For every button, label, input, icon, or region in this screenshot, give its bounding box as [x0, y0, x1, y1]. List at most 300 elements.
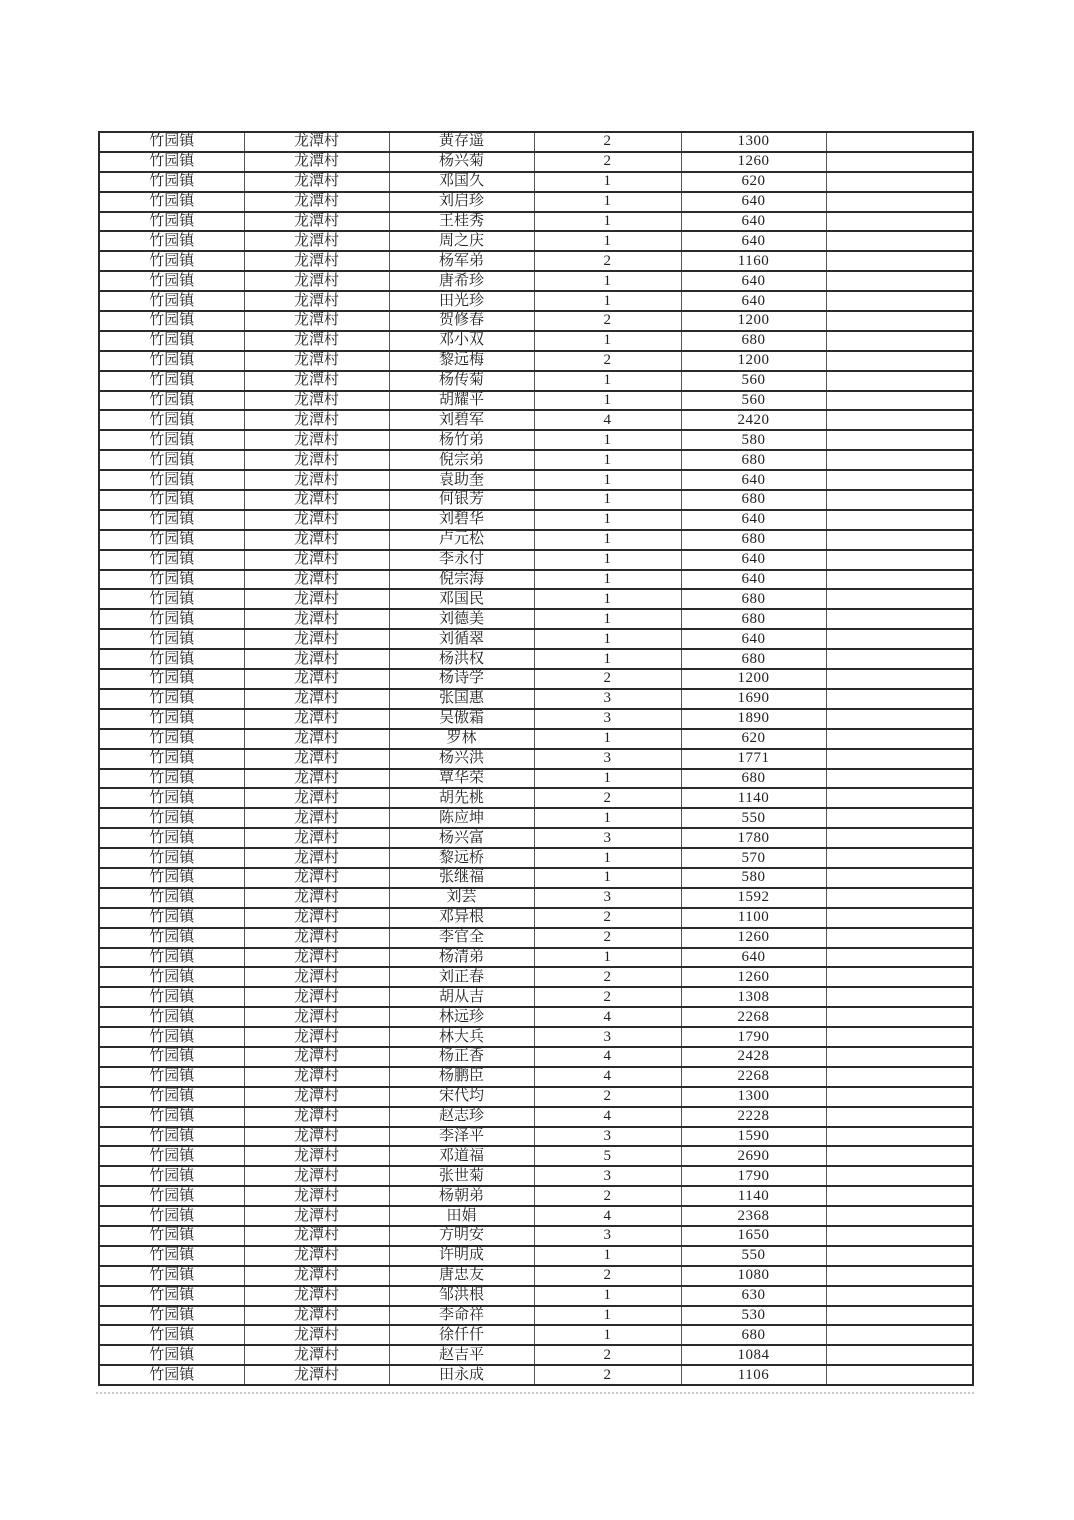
village-cell: 龙潭村 [244, 908, 389, 928]
table-row [99, 1047, 973, 1067]
town-cell: 竹园镇 [99, 1306, 244, 1326]
village-cell: 龙潭村 [244, 570, 389, 590]
table-row [99, 1266, 973, 1286]
table-row [99, 132, 973, 152]
table-row [99, 868, 973, 888]
count-cell: 4 [534, 1206, 681, 1226]
town-cell: 竹园镇 [99, 709, 244, 729]
table-row [99, 1087, 973, 1107]
town-cell: 竹园镇 [99, 928, 244, 948]
note-cell [826, 570, 973, 590]
table-row [99, 1067, 973, 1087]
town-cell: 竹园镇 [99, 828, 244, 848]
town-cell: 竹园镇 [99, 450, 244, 470]
table-row [99, 1286, 973, 1306]
amount-cell: 1690 [681, 689, 826, 709]
village-cell: 龙潭村 [244, 808, 389, 828]
name-cell: 田光珍 [389, 291, 534, 311]
table-row [99, 172, 973, 192]
note-cell [826, 948, 973, 968]
table-row [99, 251, 973, 271]
amount-cell: 2420 [681, 410, 826, 430]
count-cell: 1 [534, 470, 681, 490]
name-cell: 林大兵 [389, 1027, 534, 1047]
table-row [99, 391, 973, 411]
note-cell [826, 967, 973, 987]
table-row [99, 788, 973, 808]
amount-cell: 620 [681, 729, 826, 749]
table-row [99, 888, 973, 908]
count-cell: 5 [534, 1146, 681, 1166]
count-cell: 2 [534, 311, 681, 331]
table-row [99, 271, 973, 291]
village-cell: 龙潭村 [244, 132, 389, 152]
amount-cell: 640 [681, 212, 826, 232]
town-cell: 竹园镇 [99, 152, 244, 172]
count-cell: 1 [534, 271, 681, 291]
table-row [99, 530, 973, 550]
table-row [99, 828, 973, 848]
note-cell [826, 132, 973, 152]
name-cell: 何银芳 [389, 490, 534, 510]
village-cell: 龙潭村 [244, 530, 389, 550]
table-row [99, 192, 973, 212]
name-cell: 刘循翠 [389, 629, 534, 649]
note-cell [826, 828, 973, 848]
name-cell: 张国惠 [389, 689, 534, 709]
note-cell [826, 1206, 973, 1226]
village-cell: 龙潭村 [244, 848, 389, 868]
name-cell: 杨竹弟 [389, 430, 534, 450]
count-cell: 1 [534, 729, 681, 749]
town-cell: 竹园镇 [99, 331, 244, 351]
town-cell: 竹园镇 [99, 1345, 244, 1365]
table-row [99, 1027, 973, 1047]
table-row [99, 470, 973, 490]
note-cell [826, 291, 973, 311]
village-cell: 龙潭村 [244, 948, 389, 968]
name-cell: 王桂秀 [389, 212, 534, 232]
amount-cell: 1300 [681, 1087, 826, 1107]
count-cell: 2 [534, 152, 681, 172]
table-row [99, 689, 973, 709]
name-cell: 杨兴富 [389, 828, 534, 848]
amount-cell: 620 [681, 172, 826, 192]
note-cell [826, 1306, 973, 1326]
amount-cell: 680 [681, 490, 826, 510]
table-row [99, 1127, 973, 1147]
note-cell [826, 192, 973, 212]
count-cell: 4 [534, 1047, 681, 1067]
name-cell: 罗林 [389, 729, 534, 749]
town-cell: 竹园镇 [99, 351, 244, 371]
count-cell: 3 [534, 1166, 681, 1186]
table-row [99, 1107, 973, 1127]
name-cell: 张继福 [389, 868, 534, 888]
name-cell: 杨正香 [389, 1047, 534, 1067]
name-cell: 黎远梅 [389, 351, 534, 371]
name-cell: 杨兴菊 [389, 152, 534, 172]
note-cell [826, 550, 973, 570]
name-cell: 许明成 [389, 1246, 534, 1266]
town-cell: 竹园镇 [99, 371, 244, 391]
note-cell [826, 1067, 973, 1087]
count-cell: 1 [534, 609, 681, 629]
note-cell [826, 888, 973, 908]
amount-cell: 680 [681, 609, 826, 629]
count-cell: 1 [534, 430, 681, 450]
table-row [99, 669, 973, 689]
table-row [99, 1345, 973, 1365]
count-cell: 1 [534, 589, 681, 609]
village-cell: 龙潭村 [244, 629, 389, 649]
amount-cell: 1080 [681, 1266, 826, 1286]
note-cell [826, 172, 973, 192]
count-cell: 1 [534, 172, 681, 192]
count-cell: 1 [534, 570, 681, 590]
village-cell: 龙潭村 [244, 987, 389, 1007]
town-cell: 竹园镇 [99, 1146, 244, 1166]
count-cell: 1 [534, 550, 681, 570]
town-cell: 竹园镇 [99, 311, 244, 331]
town-cell: 竹园镇 [99, 291, 244, 311]
village-cell: 龙潭村 [244, 1166, 389, 1186]
count-cell: 2 [534, 251, 681, 271]
town-cell: 竹园镇 [99, 1087, 244, 1107]
name-cell: 覃华荣 [389, 769, 534, 789]
table-row [99, 212, 973, 232]
amount-cell: 640 [681, 629, 826, 649]
count-cell: 1 [534, 848, 681, 868]
note-cell [826, 251, 973, 271]
note-cell [826, 530, 973, 550]
note-cell [826, 430, 973, 450]
note-cell [826, 152, 973, 172]
count-cell: 3 [534, 709, 681, 729]
table-row [99, 908, 973, 928]
count-cell: 1 [534, 450, 681, 470]
count-cell: 3 [534, 689, 681, 709]
village-cell: 龙潭村 [244, 152, 389, 172]
count-cell: 2 [534, 928, 681, 948]
amount-cell: 640 [681, 510, 826, 530]
amount-cell: 640 [681, 291, 826, 311]
village-cell: 龙潭村 [244, 331, 389, 351]
town-cell: 竹园镇 [99, 769, 244, 789]
table-row [99, 649, 973, 669]
table-row [99, 1226, 973, 1246]
amount-cell: 1771 [681, 749, 826, 769]
name-cell: 邓异根 [389, 908, 534, 928]
town-cell: 竹园镇 [99, 172, 244, 192]
town-cell: 竹园镇 [99, 1027, 244, 1047]
name-cell: 胡先桃 [389, 788, 534, 808]
town-cell: 竹园镇 [99, 967, 244, 987]
village-cell: 龙潭村 [244, 351, 389, 371]
amount-cell: 1260 [681, 928, 826, 948]
table-row [99, 1186, 973, 1206]
count-cell: 1 [534, 1286, 681, 1306]
amount-cell: 1308 [681, 987, 826, 1007]
village-cell: 龙潭村 [244, 550, 389, 570]
amount-cell: 2690 [681, 1146, 826, 1166]
table-row [99, 987, 973, 1007]
amount-cell: 1140 [681, 1186, 826, 1206]
table-row [99, 152, 973, 172]
village-cell: 龙潭村 [244, 490, 389, 510]
town-cell: 竹园镇 [99, 749, 244, 769]
village-cell: 龙潭村 [244, 1206, 389, 1226]
note-cell [826, 1027, 973, 1047]
amount-cell: 1890 [681, 709, 826, 729]
village-cell: 龙潭村 [244, 430, 389, 450]
note-cell [826, 729, 973, 749]
note-cell [826, 1146, 973, 1166]
note-cell [826, 351, 973, 371]
name-cell: 李泽平 [389, 1127, 534, 1147]
village-cell: 龙潭村 [244, 271, 389, 291]
town-cell: 竹园镇 [99, 1286, 244, 1306]
village-cell: 龙潭村 [244, 192, 389, 212]
town-cell: 竹园镇 [99, 948, 244, 968]
village-cell: 龙潭村 [244, 609, 389, 629]
amount-cell: 1200 [681, 351, 826, 371]
table-row [99, 1166, 973, 1186]
count-cell: 1 [534, 948, 681, 968]
amount-cell: 1084 [681, 1345, 826, 1365]
name-cell: 贺修春 [389, 311, 534, 331]
name-cell: 杨朝弟 [389, 1186, 534, 1206]
name-cell: 林远珍 [389, 1007, 534, 1027]
amount-cell: 680 [681, 1325, 826, 1345]
amount-cell: 1200 [681, 669, 826, 689]
town-cell: 竹园镇 [99, 848, 244, 868]
count-cell: 1 [534, 212, 681, 232]
note-cell [826, 609, 973, 629]
count-cell: 2 [534, 132, 681, 152]
village-cell: 龙潭村 [244, 868, 389, 888]
table-row [99, 371, 973, 391]
amount-cell: 680 [681, 530, 826, 550]
note-cell [826, 331, 973, 351]
table-row [99, 1206, 973, 1226]
count-cell: 1 [534, 490, 681, 510]
name-cell: 李命祥 [389, 1306, 534, 1326]
table-row [99, 311, 973, 331]
note-cell [826, 848, 973, 868]
amount-cell: 560 [681, 371, 826, 391]
village-cell: 龙潭村 [244, 1306, 389, 1326]
name-cell: 杨传菊 [389, 371, 534, 391]
table-row [99, 589, 973, 609]
amount-cell: 1592 [681, 888, 826, 908]
table-row [99, 410, 973, 430]
count-cell: 3 [534, 1127, 681, 1147]
amount-cell: 680 [681, 769, 826, 789]
table-row [99, 848, 973, 868]
village-cell: 龙潭村 [244, 709, 389, 729]
village-cell: 龙潭村 [244, 231, 389, 251]
note-cell [826, 450, 973, 470]
name-cell: 刘德美 [389, 609, 534, 629]
name-cell: 杨清弟 [389, 948, 534, 968]
town-cell: 竹园镇 [99, 1067, 244, 1087]
village-cell: 龙潭村 [244, 1266, 389, 1286]
name-cell: 邓道福 [389, 1146, 534, 1166]
count-cell: 2 [534, 669, 681, 689]
amount-cell: 680 [681, 450, 826, 470]
amount-cell: 2268 [681, 1007, 826, 1027]
table-row [99, 1325, 973, 1345]
table-row [99, 430, 973, 450]
amount-cell: 580 [681, 430, 826, 450]
amount-cell: 1200 [681, 311, 826, 331]
village-cell: 龙潭村 [244, 1325, 389, 1345]
village-cell: 龙潭村 [244, 450, 389, 470]
amount-cell: 1300 [681, 132, 826, 152]
village-cell: 龙潭村 [244, 410, 389, 430]
name-cell: 宋代均 [389, 1087, 534, 1107]
note-cell [826, 271, 973, 291]
count-cell: 2 [534, 1266, 681, 1286]
count-cell: 3 [534, 1027, 681, 1047]
town-cell: 竹园镇 [99, 490, 244, 510]
count-cell: 2 [534, 1087, 681, 1107]
count-cell: 1 [534, 1306, 681, 1326]
table-row [99, 1306, 973, 1326]
count-cell: 1 [534, 1246, 681, 1266]
note-cell [826, 371, 973, 391]
page-break-line [96, 1392, 974, 1394]
table-row [99, 550, 973, 570]
amount-cell: 1790 [681, 1027, 826, 1047]
name-cell: 徐仟仟 [389, 1325, 534, 1345]
amount-cell: 550 [681, 808, 826, 828]
count-cell: 2 [534, 1186, 681, 1206]
town-cell: 竹园镇 [99, 570, 244, 590]
village-cell: 龙潭村 [244, 928, 389, 948]
town-cell: 竹园镇 [99, 1266, 244, 1286]
amount-cell: 640 [681, 948, 826, 968]
village-cell: 龙潭村 [244, 1027, 389, 1047]
note-cell [826, 1226, 973, 1246]
town-cell: 竹园镇 [99, 1246, 244, 1266]
village-cell: 龙潭村 [244, 291, 389, 311]
table-row [99, 769, 973, 789]
village-cell: 龙潭村 [244, 1226, 389, 1246]
village-cell: 龙潭村 [244, 749, 389, 769]
name-cell: 邓小双 [389, 331, 534, 351]
note-cell [826, 212, 973, 232]
table-row [99, 351, 973, 371]
town-cell: 竹园镇 [99, 550, 244, 570]
amount-cell: 640 [681, 231, 826, 251]
name-cell: 杨军弟 [389, 251, 534, 271]
amount-cell: 1260 [681, 152, 826, 172]
note-cell [826, 769, 973, 789]
village-cell: 龙潭村 [244, 311, 389, 331]
name-cell: 田娟 [389, 1206, 534, 1226]
village-cell: 龙潭村 [244, 828, 389, 848]
count-cell: 2 [534, 1365, 681, 1385]
table-row [99, 629, 973, 649]
village-cell: 龙潭村 [244, 1345, 389, 1365]
table-row [99, 928, 973, 948]
town-cell: 竹园镇 [99, 391, 244, 411]
amount-cell: 2368 [681, 1206, 826, 1226]
count-cell: 1 [534, 530, 681, 550]
count-cell: 1 [534, 231, 681, 251]
note-cell [826, 1107, 973, 1127]
count-cell: 3 [534, 749, 681, 769]
note-cell [826, 749, 973, 769]
village-cell: 龙潭村 [244, 1107, 389, 1127]
amount-cell: 550 [681, 1246, 826, 1266]
name-cell: 刘碧华 [389, 510, 534, 530]
table-row [99, 948, 973, 968]
note-cell [826, 908, 973, 928]
village-cell: 龙潭村 [244, 649, 389, 669]
village-cell: 龙潭村 [244, 689, 389, 709]
name-cell: 田永成 [389, 1365, 534, 1385]
amount-cell: 530 [681, 1306, 826, 1326]
name-cell: 刘碧军 [389, 410, 534, 430]
note-cell [826, 1286, 973, 1306]
count-cell: 3 [534, 888, 681, 908]
note-cell [826, 1127, 973, 1147]
note-cell [826, 470, 973, 490]
amount-cell: 580 [681, 868, 826, 888]
village-cell: 龙潭村 [244, 1365, 389, 1385]
count-cell: 4 [534, 1007, 681, 1027]
amount-cell: 570 [681, 848, 826, 868]
village-cell: 龙潭村 [244, 769, 389, 789]
count-cell: 3 [534, 1226, 681, 1246]
note-cell [826, 510, 973, 530]
table-row [99, 490, 973, 510]
note-cell [826, 709, 973, 729]
village-cell: 龙潭村 [244, 589, 389, 609]
count-cell: 1 [534, 291, 681, 311]
town-cell: 竹园镇 [99, 410, 244, 430]
name-cell: 卢元松 [389, 530, 534, 550]
village-cell: 龙潭村 [244, 729, 389, 749]
town-cell: 竹园镇 [99, 1186, 244, 1206]
amount-cell: 1100 [681, 908, 826, 928]
table-row [99, 570, 973, 590]
table-row [99, 729, 973, 749]
count-cell: 2 [534, 967, 681, 987]
town-cell: 竹园镇 [99, 987, 244, 1007]
name-cell: 张世菊 [389, 1166, 534, 1186]
table-row [99, 808, 973, 828]
amount-cell: 640 [681, 550, 826, 570]
name-cell: 杨诗学 [389, 669, 534, 689]
amount-cell: 1780 [681, 828, 826, 848]
name-cell: 刘启珍 [389, 192, 534, 212]
village-cell: 龙潭村 [244, 1186, 389, 1206]
count-cell: 3 [534, 828, 681, 848]
note-cell [826, 1186, 973, 1206]
count-cell: 1 [534, 649, 681, 669]
town-cell: 竹园镇 [99, 669, 244, 689]
table-body [99, 132, 973, 1385]
note-cell [826, 1345, 973, 1365]
name-cell: 唐忠友 [389, 1266, 534, 1286]
count-cell: 4 [534, 1107, 681, 1127]
town-cell: 竹园镇 [99, 510, 244, 530]
town-cell: 竹园镇 [99, 1226, 244, 1246]
